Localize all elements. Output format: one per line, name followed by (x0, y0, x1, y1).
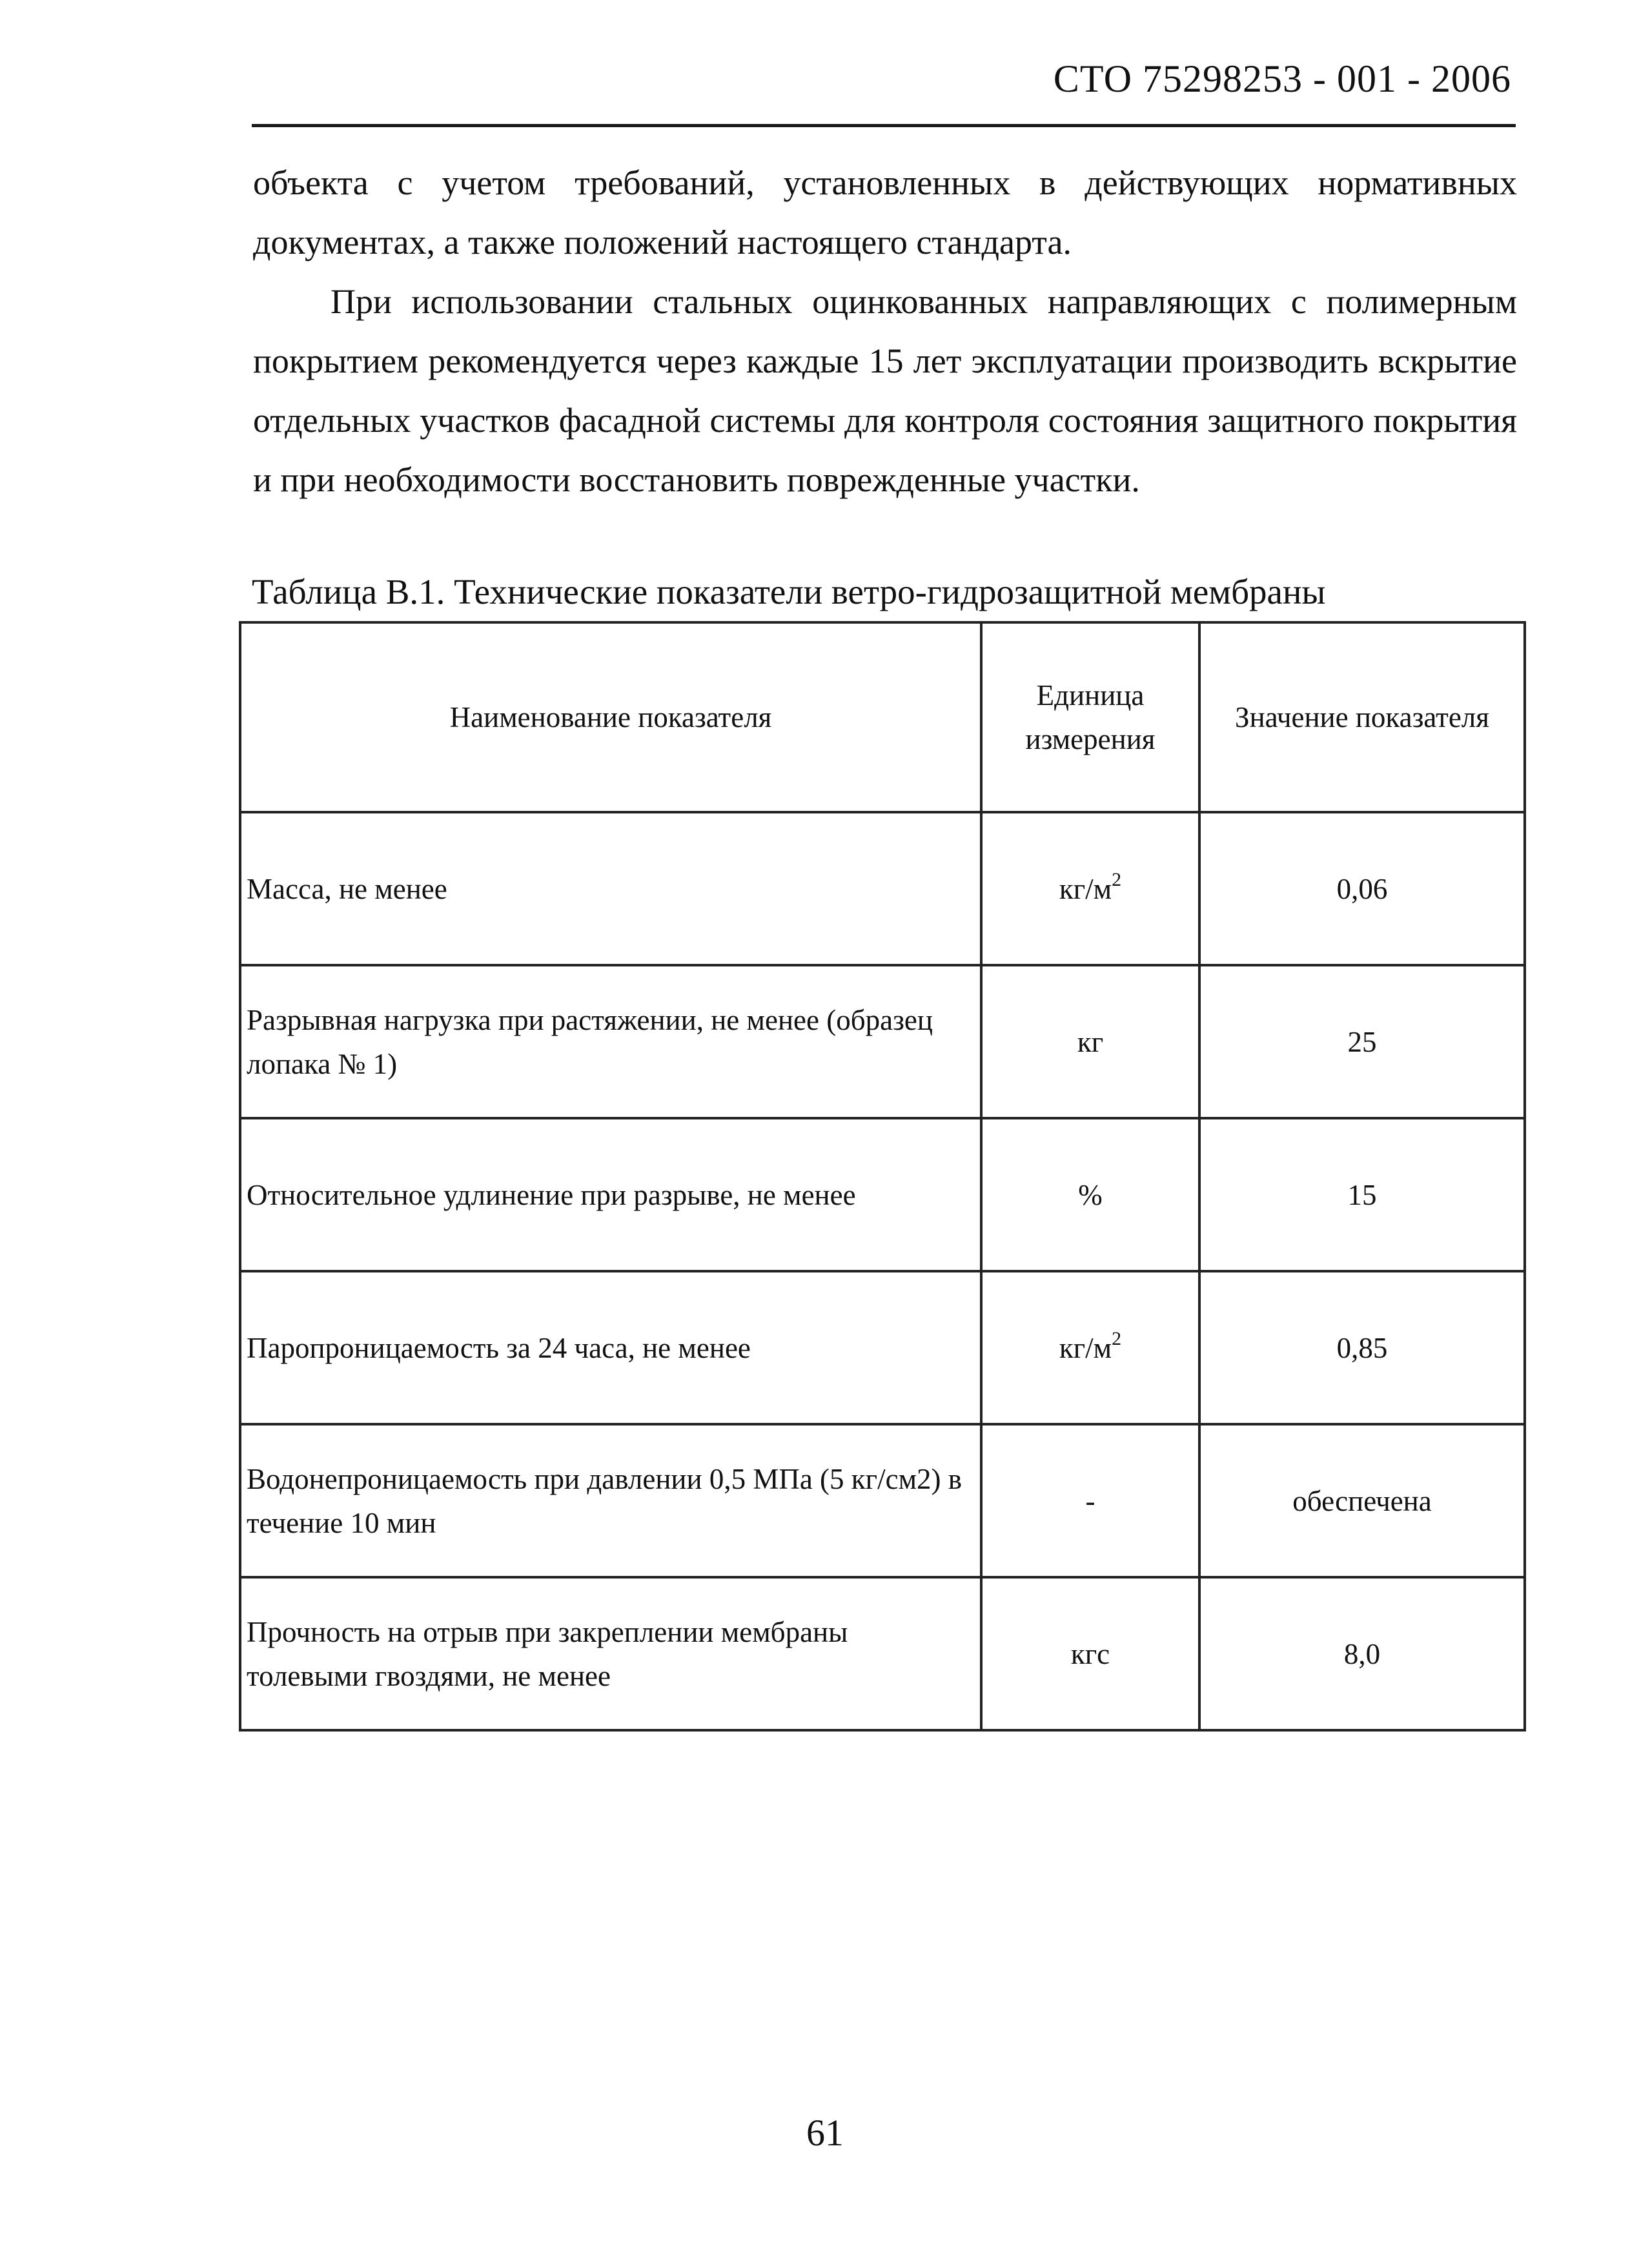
row-name: Масса, не менее (240, 812, 981, 965)
row-unit: кг (981, 965, 1199, 1118)
table-row (240, 965, 1525, 1118)
header-name: Наименование показателя (240, 622, 981, 812)
header-rule (252, 124, 1516, 127)
row-unit: $кг/м^2$ (981, 812, 1199, 965)
row-value: 25 (1199, 965, 1525, 1118)
header-unit: Единица измерения (981, 622, 1199, 812)
table-caption: Таблица В.1. Технические показатели ветро-гидрозащитной мембраны (252, 572, 1326, 611)
table-row (240, 812, 1525, 965)
row-name: Паропроницаемость за 24 часа, не менее (240, 1271, 981, 1424)
table-row (240, 1577, 1525, 1730)
header-value: Значение показателя (1199, 622, 1525, 812)
row-name: Прочность на отрыв при закреплении мембраны толевыми гвоздями, не менее (240, 1577, 981, 1730)
paragraph-continuation: объекта с учетом требований, установленных в действующих нормативных документах, а также положений настоящего стандарта. (253, 163, 1517, 261)
row-value: 15 (1199, 1118, 1525, 1271)
row-name: Водонепроницаемость при давлении 0,5 МПа (5 кг/см2) в течение 10 мин (240, 1424, 981, 1577)
body-text (253, 153, 1517, 509)
table-header-row (240, 622, 1525, 812)
table-row (240, 1424, 1525, 1577)
table-row (240, 1118, 1525, 1271)
page-number: 61 (806, 2112, 844, 2154)
row-value: 0,06 (1199, 812, 1525, 965)
row-value: 8,0 (1199, 1577, 1525, 1730)
row-unit: - (981, 1424, 1199, 1577)
row-value: обеспечена (1199, 1424, 1525, 1577)
row-value: 0,85 (1199, 1271, 1525, 1424)
row-name: Разрывная нагрузка при растяжении, не менее (образец лопака № 1) (240, 965, 981, 1118)
row-name: Относительное удлинение при разрыве, не менее (240, 1118, 981, 1271)
row-unit: % (981, 1118, 1199, 1271)
table-row (240, 1271, 1525, 1424)
row-unit: $кг/м^2$ (981, 1271, 1199, 1424)
document-code: СТО 75298253 - 001 - 2006 (1053, 57, 1511, 100)
membrane-spec-table (239, 621, 1526, 1732)
row-unit: кгс (981, 1577, 1199, 1730)
paragraph-maintenance: При использовании стальных оцинкованных направляющих с полимерным покрытием рекомендуется через каждые 15 лет эксплуатации производить вскрытие отдельных участков фасадной системы для контроля состояния защитного покрытия и при необходимости восстановить поврежденные участки. (253, 282, 1517, 499)
